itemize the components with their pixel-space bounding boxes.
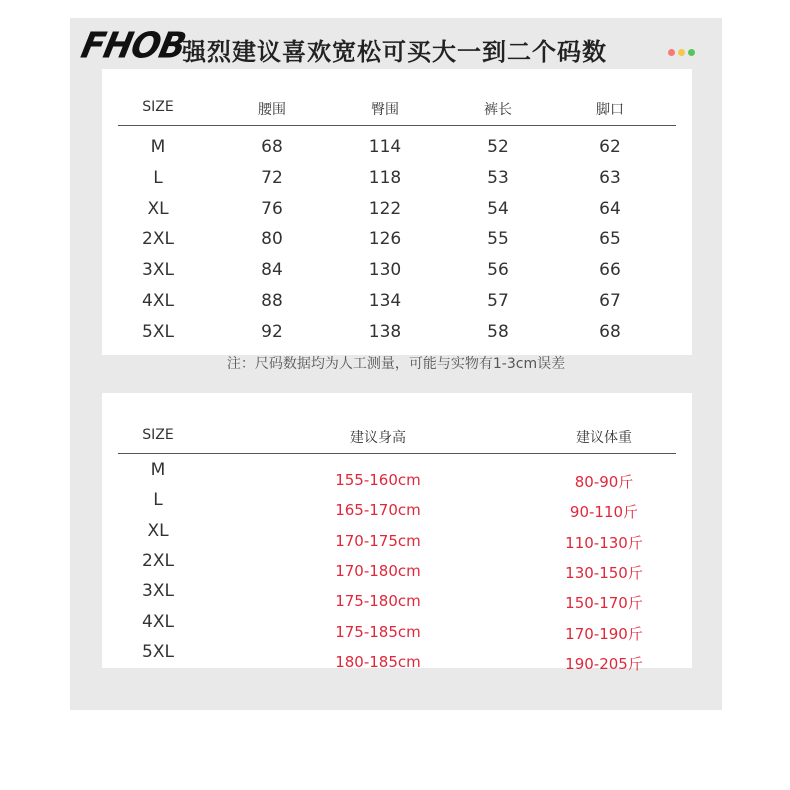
table-cell: 134 xyxy=(368,291,402,311)
table-cell: 126 xyxy=(368,229,402,250)
table-cell: 63 xyxy=(599,167,621,188)
table-cell: 68 xyxy=(599,321,621,342)
recommendation-cell: 175-185cm xyxy=(335,622,421,641)
table-cell: 84 xyxy=(261,260,283,281)
recommendation-cell: 90-110斤 xyxy=(569,503,639,522)
table-cell: 62 xyxy=(599,137,621,157)
column-header: 脚口 xyxy=(596,102,624,118)
column-header: SIZE xyxy=(142,427,174,443)
size-label: 4XL xyxy=(142,611,174,632)
header-divider xyxy=(118,453,676,454)
size-label: 2XL xyxy=(142,550,174,571)
table-cell: 138 xyxy=(368,321,402,342)
page-title: 强烈建议喜欢宽松可买大一到二个码数 xyxy=(182,38,607,66)
table-cell: 66 xyxy=(599,260,621,281)
table-cell: 55 xyxy=(487,229,509,250)
recommendation-cell: 80-90斤 xyxy=(574,473,634,491)
table-cell: 67 xyxy=(599,291,621,311)
size-label: XL xyxy=(147,198,169,219)
size-label: M xyxy=(150,460,166,480)
size-label: 5XL xyxy=(142,321,174,342)
size-label: 3XL xyxy=(142,260,174,281)
size-label: XL xyxy=(147,520,169,541)
column-header: 裤长 xyxy=(484,102,512,118)
size-label: L xyxy=(153,490,163,511)
table-cell: 76 xyxy=(261,198,283,219)
table-cell: 114 xyxy=(368,137,402,157)
table-cell: 56 xyxy=(487,260,509,281)
table-cell: 58 xyxy=(487,321,509,342)
size-label: M xyxy=(150,137,166,157)
table-cell: 52 xyxy=(487,137,509,157)
table-cell: 88 xyxy=(261,291,283,311)
recommendation-cell: 175-180cm xyxy=(335,592,421,611)
recommendation-cell: 170-175cm xyxy=(335,531,421,550)
table-cell: 130 xyxy=(368,260,402,281)
size-label: 2XL xyxy=(142,229,174,250)
column-header: 腰围 xyxy=(258,102,286,118)
recommendation-cell: 155-160cm xyxy=(335,471,421,489)
column-header: SIZE xyxy=(142,99,174,115)
table-cell: 64 xyxy=(599,198,621,219)
dot-icon xyxy=(688,49,695,56)
size-chart-panel xyxy=(70,18,722,710)
header xyxy=(70,18,722,70)
table-cell: 53 xyxy=(487,167,509,188)
header-divider xyxy=(118,125,676,126)
table-cell: 92 xyxy=(261,321,283,342)
dot-icon xyxy=(668,49,675,56)
size-label: L xyxy=(153,167,163,188)
recommendation-cell: 180-185cm xyxy=(335,652,421,671)
column-header: 臀围 xyxy=(371,102,399,118)
brand-logo: FHOB xyxy=(77,25,189,67)
measurement-note: 注：尺码数据均为人工测量，可能与实物有1-3cm误差 xyxy=(226,356,566,372)
table-cell: 72 xyxy=(261,167,283,188)
table-cell: 80 xyxy=(261,229,283,250)
table-cell: 68 xyxy=(261,137,283,157)
recommendation-cell: 165-170cm xyxy=(335,501,421,520)
measurement-table xyxy=(102,69,692,355)
recommendation-cell: 110-130斤 xyxy=(565,533,643,552)
recommendation-cell: 190-205斤 xyxy=(565,654,643,673)
table-cell: 54 xyxy=(487,198,509,219)
size-label: 4XL xyxy=(142,291,174,311)
table-cell: 57 xyxy=(487,291,509,311)
window-dots xyxy=(668,41,698,60)
table-cell: 122 xyxy=(368,198,402,219)
table-cell: 65 xyxy=(599,229,621,250)
recommendation-table xyxy=(102,393,692,673)
column-header: 建议体重 xyxy=(576,430,632,446)
column-header: 建议身高 xyxy=(350,430,406,446)
recommendation-cell: 170-190斤 xyxy=(565,624,643,643)
table-cell: 118 xyxy=(368,167,402,188)
size-label: 5XL xyxy=(142,641,174,662)
size-label: 3XL xyxy=(142,581,174,602)
recommendation-cell: 130-150斤 xyxy=(565,563,643,582)
dot-icon xyxy=(678,49,685,56)
recommendation-cell: 170-180cm xyxy=(335,561,421,580)
recommendation-cell: 150-170斤 xyxy=(565,594,643,613)
